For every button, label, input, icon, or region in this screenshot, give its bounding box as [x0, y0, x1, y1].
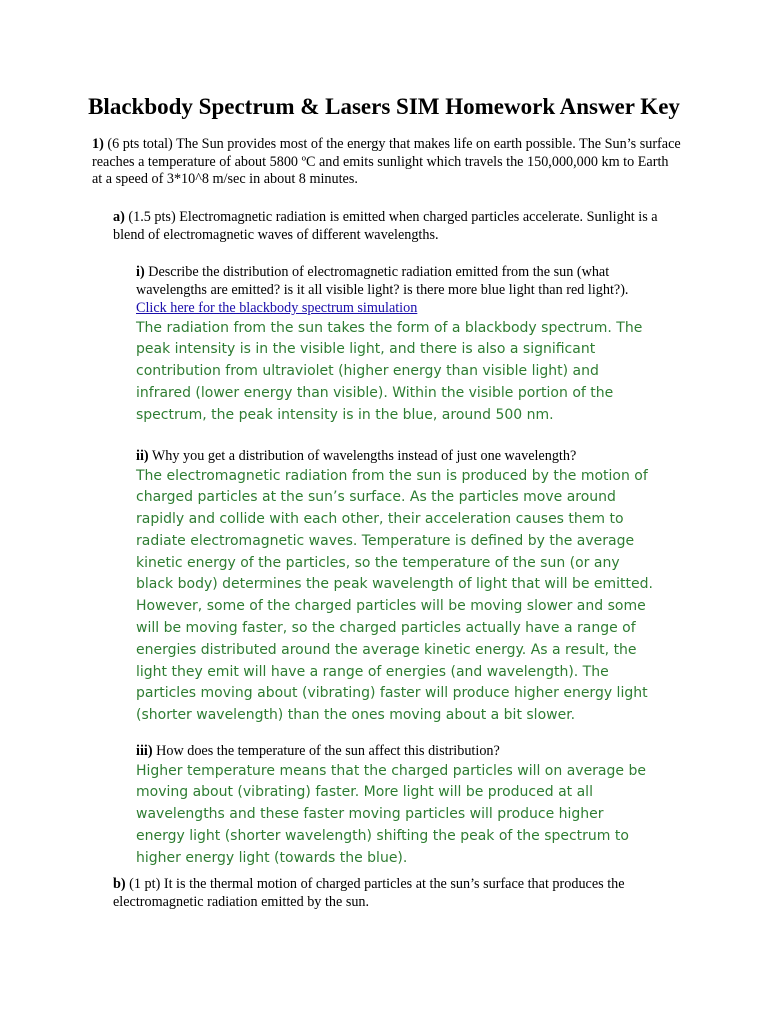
question-number: ii): [136, 448, 149, 464]
question-1a-i-text: [136, 264, 656, 299]
question-1b: [113, 876, 673, 911]
question-1a-i: [136, 264, 656, 426]
answer-text: The radiation from the sun takes the form of a blackbody spectrum. The peak intensity is in the visible light, and there is also a significant contribution from ultraviolet (higher energy than visible light) and infrared (lower energy than visible). Within the visible portion of the spectrum, the peak intensity is in the blue, around 500 nm.: [136, 319, 643, 423]
question-1a-ii-text: [136, 448, 656, 466]
answer-text: The electromagnetic radiation from the sun is produced by the motion of charged particles at the sun’s surface. As the particles move around rapidly and collide with each other, their acceleration causes them to radiate electromagnetic waves. Temperature is defined by the average kinetic energy of the particles, so the temperature of the sun (or any black body) determines the peak wavelength of light that will be emitted. However, some of the charged particles will be moving slower and some will be moving faster, so the charged particles actually have a range of energies distributed around the average kinetic energy. As a result, the light they emit will have a range of energies (and wavelength). The particles moving about (vibrating) faster will produce higher energy light (shorter wavelength) than the ones moving about a bit slower.: [136, 467, 653, 724]
question-1a: [113, 209, 673, 244]
question-body: How does the temperature of the sun affect this distribution?: [156, 743, 500, 759]
question-number: 1): [92, 136, 104, 152]
question-1b-text: [113, 876, 673, 911]
question-1a-text: [113, 209, 673, 244]
question-1-text: [92, 136, 682, 189]
page-title: Blackbody Spectrum & Lasers SIM Homework Answer Key: [88, 94, 680, 119]
question-1a-iii-text: [136, 743, 656, 761]
answer-text: Higher temperature means that the charged particles will on average be moving about (vibrating) faster. More light will be produced at all wavelengths and these faster moving particles will produce higher energy light (shorter wavelength) shifting the peak of the spectrum to higher energy light (towards the blue).: [136, 762, 646, 866]
question-body: (6 pts total) The Sun provides most of the energy that makes life on earth possible. The Sun’s surface reaches a temperature of about 5800 ºC and emits sunlight which travels the 150,000,000 km to Earth at a speed of 3*10^8 m/sec in about 8 minutes.: [92, 136, 681, 187]
question-number: i): [136, 264, 145, 280]
question-body: Why you get a distribution of wavelengths instead of just one wavelength?: [151, 448, 577, 464]
question-body: (1.5 pts) Electromagnetic radiation is emitted when charged particles accelerate. Sunlight is a blend of electromagnetic waves of different wavelengths.: [113, 209, 658, 243]
question-number: b): [113, 876, 126, 892]
question-1: [92, 136, 682, 189]
question-body: Describe the distribution of electromagnetic radiation emitted from the sun (what wavelengths are emitted? is it all visible light? is there more blue light than red light?).: [136, 264, 629, 298]
question-number: iii): [136, 743, 153, 759]
question-1a-iii: [136, 743, 656, 869]
simulation-link[interactable]: Click here for the blackbody spectrum simulation: [136, 300, 418, 316]
question-number: a): [113, 209, 125, 225]
question-body: (1 pt) It is the thermal motion of charged particles at the sun’s surface that produces the electromagnetic radiation emitted by the sun.: [113, 876, 625, 910]
question-1a-ii: [136, 448, 656, 727]
